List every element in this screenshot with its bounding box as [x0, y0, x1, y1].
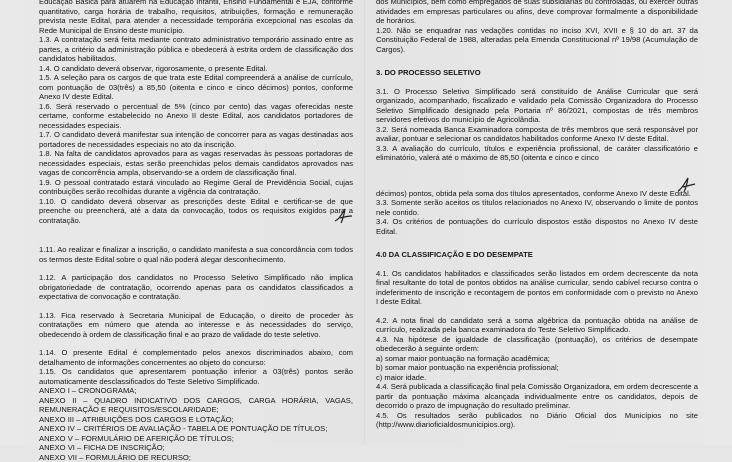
annex-item: ANEXO IV – CRITÉRIOS DE AVALIAÇÃO - TABELA DE PONTUAÇÃO DE TÍTULOS;: [39, 424, 353, 434]
section-4: [376, 269, 698, 430]
paragraph: 1.9. O pessoal contratado estará vinculado ao Regime Geral de Previdência Social, cujas contribuições serão recolhidas durante a vigência da contratação.: [39, 178, 353, 197]
paragraph: 3.1. O Processo Seletivo Simplificado será constituído de Análise Curricular que será organizado, acompanhado, fiscalizado e validado pela Comissão Organizadora do Processo Seletivo Simplificado designado pela Portaria nº 86/2021, compostas de três membros servidores efetivos do município de Agricolândia.: [376, 87, 698, 125]
paragraph: 1.13. Fica reservado à Secretaria Municipal de Educação, o direito de proceder às contratações em número que atenda ao interesse e às necessidades do serviço, obedecendo à ordem de classificação final e ao prazo de validade do teste seletivo.: [39, 311, 353, 340]
annex-item: ANEXO VI – FICHA DE INSCRIÇÃO;: [39, 443, 353, 453]
annex-item: ANEXO I – CRONOGRAMA;: [39, 386, 353, 396]
section-3: [376, 87, 698, 163]
paragraph: décimos) pontos, obtida pela soma dos títulos apresentados, conforme Anexo IV deste Edital.: [376, 189, 698, 199]
paragraph: 3.4. Os critérios de pontuações do currículo dispostos estão dispostos no Anexo IV deste Edital.: [376, 217, 698, 236]
column-divider: [364, 0, 365, 445]
list-item: b) somar maior pontuação na experiência profissional;: [376, 363, 698, 373]
paragraph: 4.3. Na hipótese de igualdade de classificação (pontuação), os critérios de desempate obedecerão à seguinte ordem:: [376, 335, 698, 354]
paragraph: 1.15. Os candidatos que apresentarem pontuação inferior a 03(três) pontos serão automaticamente desclassificados do Teste Seletivo Simplificado.: [39, 367, 353, 386]
paragraph: 1.11. Ao realizar e finalizar a inscrição, o candidato manifesta a sua concordância com todos os termos deste Edital sobre o qual não poderá alegar desconhecimento.: [39, 245, 353, 264]
paragraph: 1.4. O candidato deverá observar, rigorosamente, o presente Edital.: [39, 64, 353, 74]
paragraph: 1.12. A participação dos candidatos no Processo Seletivo Simplificado não implica obrigatoriedade de contratação, ocorrendo apenas para os candidatos classificados a expectativa de convocação e contratação.: [39, 273, 353, 302]
annex-item: ANEXO II – QUADRO INDICATIVO DOS CARGOS, CARGA HORÁRIA, VAGAS, REMUNERAÇÃO E REQUISITOS/ESCOLARIDADE;: [39, 396, 353, 415]
annex-item: ANEXO III – ATRIBUIÇÕES DOS CARGOS E LOTAÇÃO;: [39, 415, 353, 425]
annex-item: ANEXO V – FORMULÁRIO DE AFERIÇÃO DE TÍTULOS;: [39, 434, 353, 444]
left-column: [39, 0, 353, 445]
paragraph: 4.1. Os candidatos habilitados e classificados serão listados em ordem decrescente da nota final resultante do total de pontos obtidos na análise curricular, sendo cabível recurso contra o indeferimento de inscrição e recontagem de pontos em conformidade com o previsto no Anexo I deste Edital.: [376, 269, 698, 307]
left-block-1: [39, 0, 353, 225]
right-block-2: [376, 189, 698, 237]
section-title: 4.0 DA CLASSIFICAÇÃO E DO DESEMPATE: [376, 250, 698, 260]
left-block-2: [39, 245, 353, 462]
paragraph: 1.14. O presente Edital é complementado pelos anexos discriminados abaixo, com detalhamento de informações concernentes ao objeto do concurso:: [39, 348, 353, 367]
signature-mark: [332, 207, 354, 225]
paragraph: 3.3. A avaliação do currículo, títulos e experiência profissional, de caráter classificatório e eliminatório, valerá até o máximo de 85,50 (oitenta e cinco e cinco: [376, 144, 698, 163]
paragraph: 1.8. Na falta de candidatos aprovados para as vagas reservadas às pessoas portadoras de necessidades especiais, estas serão preenchidas pelos demais candidatos aprovados nas vagas de concorrência ampla, observando-se a ordem de classificação final.: [39, 149, 353, 178]
paragraph: 1.5. A seleção para os cargos de que trata este Edital compreenderá a análise de currículo, com pontuação de 03(três) a 85,50 (oitenta e cinco e cinco décimos) pontos, conforme Anexo IV deste Edital.: [39, 73, 353, 102]
annex-item: ANEXO VII – FORMULÁRIO DE RECURSO;: [39, 453, 353, 462]
section-title: 3. DO PROCESSO SELETIVO: [376, 68, 698, 78]
paragraph: 4.2. A nota final do candidato será a soma algébrica da pontuação obtida na análise de currículo, realizada pela banca examinadora do Teste Seletivo Simplificado.: [376, 316, 698, 335]
paragraph: 3.3. Somente serão aceitos os títulos relacionados no Anexo IV, observando o limite de pontos nele contido.: [376, 198, 698, 217]
paragraph: 4.5. Os resultados serão publicados no Diário Oficial dos Municípios no site (http://www.diarioficialdosmunicipios.org).: [376, 411, 698, 430]
signature-mark: [674, 176, 696, 194]
list-item: a) somar maior pontuação na formação acadêmica;: [376, 354, 698, 364]
paragraph: Educação Básica para atuarem na Educação Infantil, Ensino Fundamental e EJA, conforme quantitativo, carga horária de trabalho, requisitos, atribuições, formação e remuneração prevista neste Edital, para atender a necessidade temporária excepcional nas escolas da Rede Municipal de Ensino deste município.: [39, 0, 353, 35]
paragraph: 1.6. Será reservado o percentual de 5% (cinco por cento) das vagas oferecidas neste certame, conforme estabelecido no Anexo II deste Edital, aos candidatos portadores de necessidades especiais.: [39, 102, 353, 131]
right-column: [376, 0, 698, 445]
right-block-1: [376, 0, 698, 54]
paragraph: 3.2. Será nomeada Banca Examinadora composta de três membros que será responsável por avaliar, pontuar e selecionar os candidatos habilitados conforme Anexo IV deste Edital.: [376, 125, 698, 144]
paragraph: dos Municípios, bem como empregados de suas subsidiárias ou controladas, ou exercer outras atividades em empresas particulares ou afins, deve comprovar formalmente a disponibilidade de horários.: [376, 0, 698, 26]
paragraph: 1.7. O candidato deverá manifestar sua intenção de concorrer para as vagas destinadas aos portadores de necessidades especiais no ato da inscrição.: [39, 130, 353, 149]
paragraph: 4.4. Será publicada a classificação final pela Comissão Organizadora, em ordem decrescente a partir da pontuação máxima alcançada individualmente entre os candidatos, depois de decorrido o prazo de impugnação do resultado preliminar.: [376, 382, 698, 411]
paragraph: 1.10. O candidato deverá observar as prescrições deste Edital e certificar-se de que preenche ou preencherá, até a data da convocação, todos os requisitos exigidos para a contratação.: [39, 197, 353, 226]
paragraph: 1.3. A contratação será feita mediante contrato administrativo temporário assinado entre as partes, a critério da administração pública e obedecerá à estrita ordem de classificação dos candidatos habilitados.: [39, 35, 353, 64]
paragraph: 1.20. Não se enquadrar nas vedações contidas no inciso XVI, XVII e § 10 do art. 37 da Constituição Federal de 1988, alteradas pela Emenda Constitucional nº 19/98 (Acumulação de Cargos).: [376, 26, 698, 55]
list-item: c) maior idade.: [376, 373, 698, 383]
